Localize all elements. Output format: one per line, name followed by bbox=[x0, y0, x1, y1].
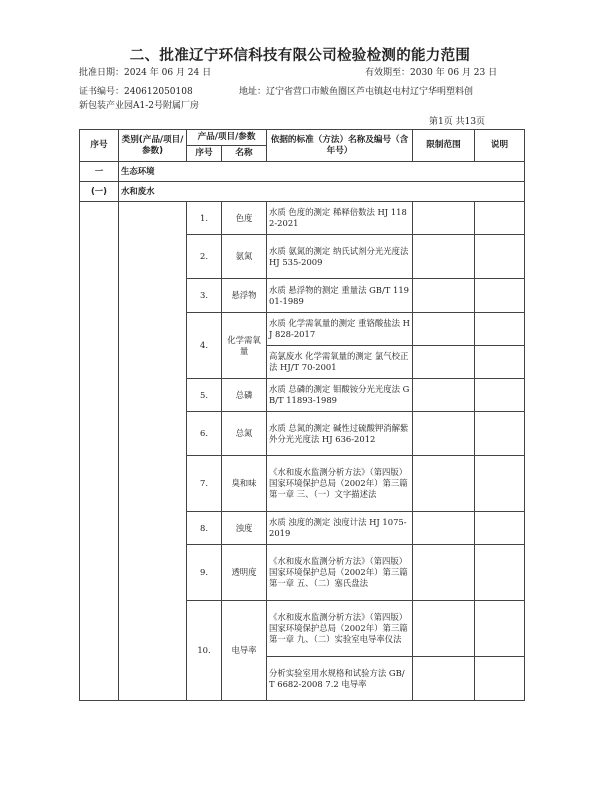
note-cell bbox=[475, 545, 525, 601]
item-name: 臭和味 bbox=[222, 456, 267, 512]
subsection-seq: (一) bbox=[80, 182, 119, 202]
item-standard: 高氯废水 化学需氧量的测定 氯气校正法 HJ/T 70-2001 bbox=[267, 346, 413, 379]
capability-table bbox=[79, 129, 525, 701]
note-cell bbox=[475, 235, 525, 279]
item-name: 透明度 bbox=[222, 545, 267, 601]
page-title: 二、批准辽宁环信科技有限公司检验检测的能力范围 bbox=[129, 48, 471, 64]
note-cell bbox=[475, 279, 525, 313]
item-standard: 水质 浊度的测定 浊度计法 HJ 1075-2019 bbox=[267, 512, 413, 545]
item-standard: 《水和废水监测分析方法》（第四版）国家环境保护总局（2002年）第三篇 第一章 三、（一）文字描述法 bbox=[267, 456, 413, 512]
subsection-row bbox=[80, 182, 525, 202]
limit-cell bbox=[413, 279, 475, 313]
item-standard: 水质 悬浮物的测定 重量法 GB/T 11901-1989 bbox=[267, 279, 413, 313]
limit-cell bbox=[413, 202, 475, 235]
item-no: 1. bbox=[187, 202, 222, 235]
note-cell bbox=[475, 412, 525, 456]
seq-cell bbox=[80, 202, 119, 701]
section-seq: 一 bbox=[80, 162, 119, 182]
item-standard: 水质 总磷的测定 钼酸铵分光光度法 GB/T 11893-1989 bbox=[267, 379, 413, 412]
note-cell bbox=[475, 202, 525, 235]
item-name: 化学需氧量 bbox=[222, 313, 267, 379]
item-no: 8. bbox=[187, 512, 222, 545]
item-name: 浊度 bbox=[222, 512, 267, 545]
category-cell bbox=[119, 202, 187, 701]
header-category: 类别(产品/项目/参数) bbox=[119, 130, 187, 162]
limit-cell bbox=[413, 545, 475, 601]
note-cell bbox=[475, 379, 525, 412]
note-cell bbox=[475, 313, 525, 346]
address: 地址：辽宁省营口市鲅鱼圈区芦屯镇赵屯村辽宁华明塑料创 bbox=[239, 87, 474, 97]
cert-number: 证书编号：240612050108 bbox=[79, 87, 193, 97]
item-no: 7. bbox=[187, 456, 222, 512]
item-standard: 水质 化学需氧量的测定 重铬酸盐法 HJ 828-2017 bbox=[267, 313, 413, 346]
table-header-row bbox=[80, 130, 525, 146]
limit-cell bbox=[413, 346, 475, 379]
item-name: 氨氮 bbox=[222, 235, 267, 279]
header-limit: 限制范围 bbox=[413, 130, 475, 162]
limit-cell bbox=[413, 313, 475, 346]
header-note: 说明 bbox=[475, 130, 525, 162]
item-standard: 水质 氨氮的测定 纳氏试剂分光光度法 HJ 535-2009 bbox=[267, 235, 413, 279]
note-cell bbox=[475, 601, 525, 657]
item-name: 总磷 bbox=[222, 379, 267, 412]
note-cell bbox=[475, 346, 525, 379]
item-no: 2. bbox=[187, 235, 222, 279]
item-no: 10. bbox=[187, 601, 222, 701]
item-standard: 分析实验室用水规格和试验方法 GB/T 6682-2008 7.2 电导率 bbox=[267, 657, 413, 701]
item-no: 9. bbox=[187, 545, 222, 601]
table-row bbox=[80, 202, 525, 235]
limit-cell bbox=[413, 512, 475, 545]
item-no: 6. bbox=[187, 412, 222, 456]
subsection-name: 水和废水 bbox=[119, 182, 525, 202]
item-standard: 《水和废水监测分析方法》（第四版）国家环境保护总局（2002年）第三篇 第一章 五、（二）塞氏盘法 bbox=[267, 545, 413, 601]
note-cell bbox=[475, 512, 525, 545]
item-standard: 《水和废水监测分析方法》（第四版）国家环境保护总局（2002年）第三篇 第一章 九、（二）实验室电导率仪法 bbox=[267, 601, 413, 657]
valid-until: 有效期至：2030 年 06 月 23 日 bbox=[365, 68, 498, 78]
header-standard: 依据的标准（方法）名称及编号（含年号） bbox=[267, 130, 413, 162]
item-name: 总氮 bbox=[222, 412, 267, 456]
header-product-param: 产品/项目/参数 bbox=[187, 130, 267, 146]
item-no: 4. bbox=[187, 313, 222, 379]
page-info: 第1页 共13页 bbox=[429, 117, 486, 127]
note-cell bbox=[475, 456, 525, 512]
item-standard: 水质 色度的测定 稀释倍数法 HJ 1182-2021 bbox=[267, 202, 413, 235]
note-cell bbox=[475, 657, 525, 701]
item-name: 色度 bbox=[222, 202, 267, 235]
address-continued: 新包装产业园A1-2号附属厂房 bbox=[79, 101, 199, 111]
approval-date: 批准日期：2024 年 06 月 24 日 bbox=[79, 68, 212, 78]
limit-cell bbox=[413, 412, 475, 456]
item-no: 5. bbox=[187, 379, 222, 412]
header-seq: 序号 bbox=[80, 130, 119, 162]
limit-cell bbox=[413, 379, 475, 412]
item-name: 电导率 bbox=[222, 601, 267, 701]
item-name: 悬浮物 bbox=[222, 279, 267, 313]
header-sub-seq: 序号 bbox=[187, 146, 222, 162]
section-name: 生态环境 bbox=[119, 162, 525, 182]
item-standard: 水质 总氮的测定 碱性过硫酸钾消解紫外分光光度法 HJ 636-2012 bbox=[267, 412, 413, 456]
header-name: 名称 bbox=[222, 146, 267, 162]
limit-cell bbox=[413, 456, 475, 512]
item-no: 3. bbox=[187, 279, 222, 313]
limit-cell bbox=[413, 601, 475, 657]
limit-cell bbox=[413, 657, 475, 701]
section-row bbox=[80, 162, 525, 182]
limit-cell bbox=[413, 235, 475, 279]
